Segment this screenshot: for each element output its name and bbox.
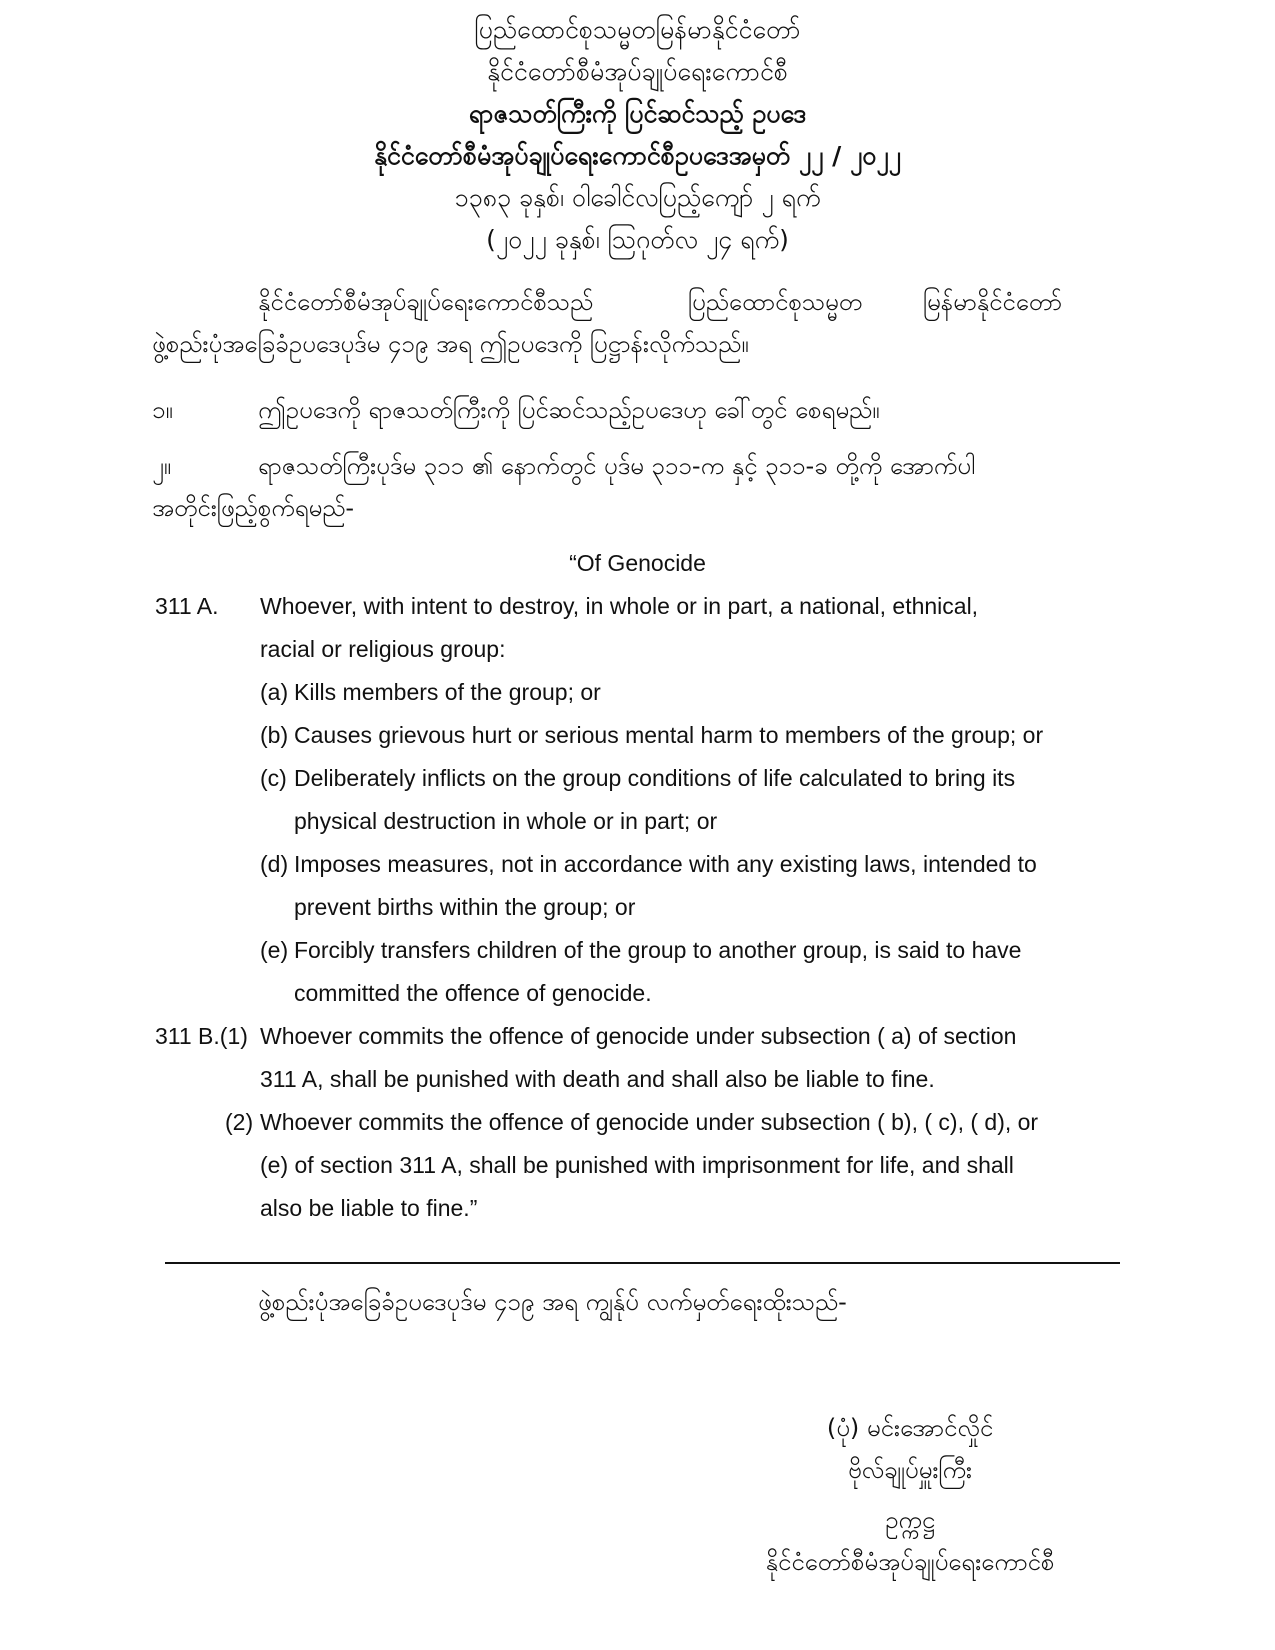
clause-c-label: (c) (260, 765, 287, 791)
header-council: နိုင်ငံတော်စီမံအုပ်ချုပ်ရေးကောင်စီ (487, 57, 788, 86)
preamble-part1: နိုင်ငံတော်စီမံအုပ်ချုပ်ရေးကောင်စီသည် (258, 288, 594, 316)
section2-line2: အတိုင်းဖြည့်စွက်ရမည်- (152, 494, 355, 522)
insertion-heading: “Of Genocide (569, 550, 706, 576)
section-311a-intro: Whoever, with intent to destroy, in whole or in part, a national, ethnical, (260, 593, 979, 619)
preamble-line2: ဖွဲ့စည်းပုံအခြေခံဥပဒေပုဒ်မ ၄၁၉ အရ ဤဥပဒေကို ပြဋ္ဌာန်းလိုက်သည်။ (152, 330, 749, 358)
clause-e-text: Forcibly transfers children of the group to another group, is said to have (294, 937, 1022, 963)
section-311b1-label: 311 B.(1) (155, 1023, 248, 1049)
section-311b1-text: Whoever commits the offence of genocide under subsection ( a) of section (260, 1023, 1017, 1049)
clause-a-label: (a) (260, 679, 289, 705)
clause-c-text-cont: physical destruction in whole or in part; or (294, 808, 718, 834)
section1-text: ဤဥပဒေကို ရာဇသတ်ကြီးကို ပြင်ဆင်သည့်ဥပဒေဟု ခေါ်တွင် စေရမည်။ (258, 396, 880, 424)
section1-number: ၁။ (152, 396, 173, 424)
law-number: နိုင်ငံတော်စီမံအုပ်ချုပ်ရေးကောင်စီဥပဒေအမှတ် ၂၂ / ၂၀၂၂ (374, 141, 901, 170)
clause-d-text-cont: prevent births within the group; or (294, 894, 636, 920)
signatory-body: နိုင်ငံတော်စီမံအုပ်ချုပ်ရေးကောင်စီ (765, 1548, 1055, 1576)
clause-d-text: Imposes measures, not in accordance with any existing laws, intended to (294, 851, 1037, 877)
section-311b2-text: Whoever commits the offence of genocide under subsection ( b), ( c), ( d), or (260, 1109, 1039, 1135)
section-311b1-text-cont: 311 A, shall be punished with death and shall also be liable to fine. (260, 1066, 935, 1092)
section-311b2-label: (2) (225, 1109, 254, 1135)
preamble-part2: ပြည်ထောင်စုသမ္မတ (688, 288, 863, 316)
section2-number: ၂။ (152, 452, 172, 480)
header-country: ပြည်ထောင်စုသမ္မတမြန်မာနိုင်ငံတော် (474, 15, 801, 44)
law-date-myanmar: ၁၃၈၃ ခုနှစ်၊ ဝါခေါင်လပြည့်ကျော် ၂ ရက် (454, 183, 821, 212)
signing-note: ဖွဲ့စည်းပုံအခြေခံဥပဒေပုဒ်မ ၄၁၉ အရ ကျွန်ုပ် လက်မှတ်ရေးထိုးသည်- (258, 1288, 847, 1316)
law-title: ရာဇသတ်ကြီးကို ပြင်ဆင်သည့် ဥပဒေ (468, 99, 807, 128)
preamble-part3: မြန်မာနိုင်ငံတော် (922, 288, 1062, 316)
signatory-rank: ဗိုလ်ချုပ်မှူးကြီး (847, 1456, 973, 1484)
clause-c-text: Deliberately inflicts on the group conditions of life calculated to bring its (294, 765, 1016, 791)
clause-a-text: Kills members of the group; or (294, 679, 601, 705)
section-311b2-text-end: also be liable to fine.” (260, 1195, 478, 1221)
section-311a-label: 311 A. (155, 593, 219, 619)
clause-d-label: (d) (260, 851, 289, 877)
signatory-title: ဥက္ကဋ္ဌ (885, 1506, 935, 1534)
law-date-gregorian: (၂၀၂၂ ခုနှစ်၊ ဩဂုတ်လ ၂၄ ရက်) (486, 225, 789, 254)
section2-line1: ရာဇသတ်ကြီးပုဒ်မ ၃၁၁ ၏ နောက်တွင် ပုဒ်မ ၃၁၁-က နှင့် ၃၁၁-ခ တို့ကို အောက်ပါ (258, 452, 976, 480)
section-311a-intro-cont: racial or religious group: (260, 636, 506, 662)
divider-rule (165, 1262, 1120, 1264)
clause-e-label: (e) (260, 937, 289, 963)
clause-b-text: Causes grievous hurt or serious mental harm to members of the group; or (294, 722, 1044, 748)
section-311b2-text-cont: (e) of section 311 A, shall be punished with imprisonment for life, and shall (260, 1152, 1014, 1178)
clause-b-label: (b) (260, 722, 289, 748)
clause-e-text-cont: committed the offence of genocide. (294, 980, 652, 1006)
signatory-name: (ပုံ) မင်းအောင်လှိုင် (826, 1414, 994, 1442)
